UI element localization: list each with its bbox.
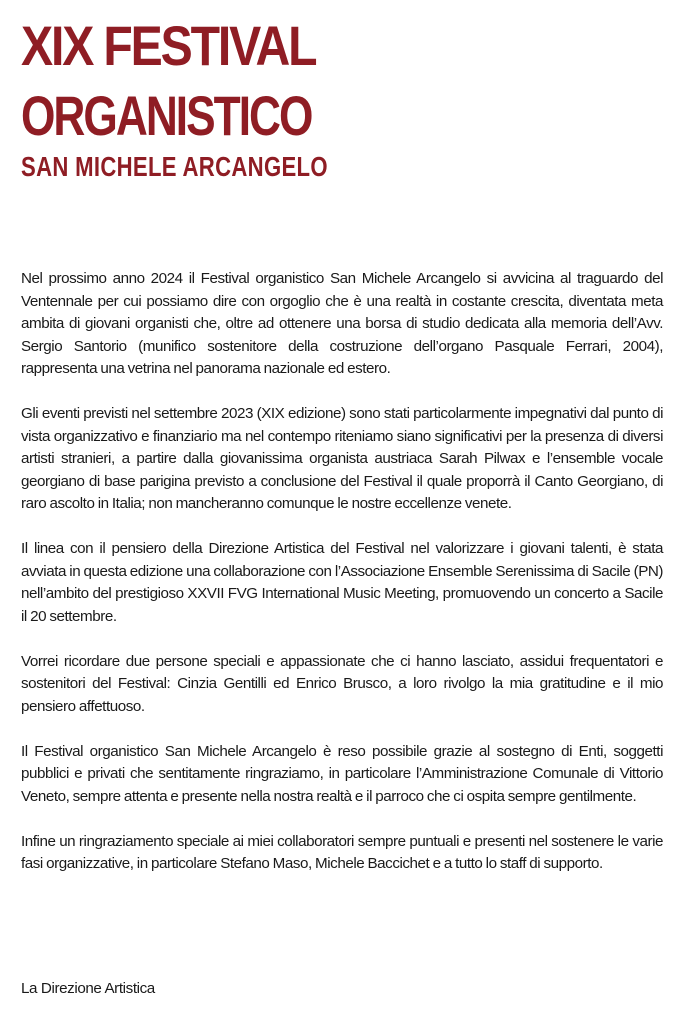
title-line-1: XIX FESTIVAL	[21, 14, 316, 77]
title-line-2: ORGANISTICO	[21, 84, 312, 147]
paragraph-3: Il linea con il pensiero della Direzione Artistica del Festival nel valorizzare i giovani talenti, è stata avviata in questa edizione una collaborazione con l’Associazione Ensemble Serenissima di Sacile (PN) nell’ambito del prestigioso XXVII FVG International Music Meeting, promuovendo un concerto a Sacile il 20 settembre.	[21, 540, 663, 625]
body-text	[21, 268, 663, 898]
paragraph-4: Vorrei ricordare due persone speciali e appassionate che ci hanno lasciato, assidui frequentatori e sostenitori del Festival: Cinzia Gentilli ed Enrico Brusco, a loro rivolgo la mia gratitudine e il mio pensiero affettuoso.	[21, 652, 663, 715]
paragraph-1: Nel prossimo anno 2024 il Festival organistico San Michele Arcangelo si avvicina al traguardo del Ventennale per cui possiamo dire con orgoglio che è una realtà in costante crescita, diventata meta ambita di giovani organisti che, oltre ad ottenere una borsa di studio dedicata alla memoria dell’Avv. Sergio Santorio (munifico sostenitore della costruzione dell’organo Pasquale Ferrari, 2004), rappresenta una vetrina nel panorama nazionale ed estero.	[21, 270, 663, 377]
paragraph-2: Gli eventi previsti nel settembre 2023 (XIX edizione) sono stati particolarmente impegnativi dal punto di vista organizzativo e finanziario ma nel contempo riteniamo siano significativi per la presenza di diversi artisti stranieri, a partire dalla giovanissima organista austriaca Sarah Pilwax e l’ensemble vocale georgiano di base parigina previsto a conclusione del Festival il quale proporrà il Canto Georgiano, di raro ascolto in Italia; non mancheranno comunque le nostre eccellenze venete.	[21, 405, 663, 512]
subtitle: SAN MICHELE ARCANGELO	[21, 151, 328, 182]
signature: La Direzione Artistica	[21, 980, 155, 997]
paragraph-6: Infine un ringraziamento speciale ai miei collaboratori sempre puntuali e presenti nel sostenere le varie fasi organizzative, in particolare Stefano Maso, Michele Baccichet e a tutto lo staff di supporto.	[21, 832, 663, 872]
paragraph-5: Il Festival organistico San Michele Arcangelo è reso possibile grazie al sostegno di Enti, soggetti pubblici e privati che sentitamente ringraziamo, in particolare l’Amministrazione Comunale di Vittorio Veneto, sempre attenta e presente nella nostra realtà e il parroco che ci ospita sempre gentilmente.	[21, 742, 663, 805]
